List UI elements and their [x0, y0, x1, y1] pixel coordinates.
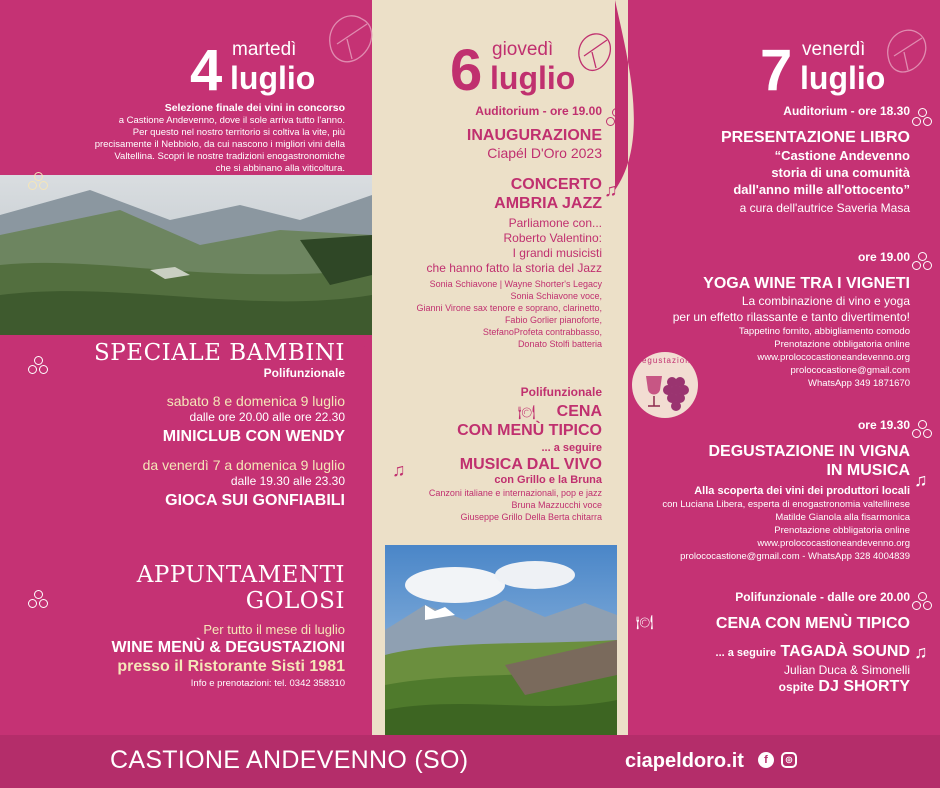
- speciale-bambini-section: [40, 340, 345, 510]
- day2-concert-line2: AMBRIA JAZZ: [494, 195, 602, 212]
- day1-intro-line: a Castione Andevenno, dove il sole arriva tutto l'anno.: [118, 115, 345, 126]
- instagram-icon[interactable]: ◎: [781, 752, 797, 768]
- day2-talk-line: che hanno fatto la storia del Jazz: [426, 261, 602, 275]
- grapes-icon: [912, 592, 934, 614]
- day2-talk-line: I grandi musicisti: [512, 246, 602, 260]
- day2-follow: ... a seguire: [541, 442, 602, 454]
- day2-musician-line: Sonia Schiavone voce,: [510, 291, 602, 301]
- day3-vigna-line: Prenotazione obbligatoria online: [774, 525, 910, 536]
- bambini-event1-date: sabato 8 e domenica 9 luglio: [166, 393, 345, 409]
- day3-follow: ... a seguire: [715, 647, 777, 659]
- music-note-icon: ♫: [914, 642, 928, 662]
- footer-location: CASTIONE ANDEVENNO (SO): [110, 746, 469, 774]
- day3-vigna-sub: Alla scoperta dei vini dei produttori locali: [694, 485, 910, 497]
- cutlery-icon: 🍽: [518, 404, 536, 420]
- day1-intro-line: che si abbinano alla viticoltura.: [215, 163, 345, 174]
- day2-musician-line: Donato Stolfi batteria: [517, 339, 602, 349]
- day3-vigna-line: www.prolococastioneandevenno.org: [757, 538, 910, 549]
- day2-venue-time: Auditorium - ore 19.00: [475, 104, 602, 118]
- day2-music-sub: con Grillo e la Bruna: [494, 474, 602, 486]
- golosi-place: presso il Ristorante Sisti 1981: [117, 658, 345, 675]
- music-note-icon: ♫: [392, 460, 406, 480]
- bambini-event2-time: dalle 19.30 alle 23.30: [230, 474, 345, 488]
- day3-vigna-line1: DEGUSTAZIONE IN VIGNA: [708, 443, 910, 460]
- day3-vigna-line2: IN MUSICA: [826, 462, 910, 479]
- day3-number: 7: [760, 38, 793, 103]
- day3-guest-row: [630, 677, 910, 697]
- day1-month: luglio: [230, 60, 316, 96]
- day2-musician-line: Sonia Schiavone | Wayne Shorter's Legacy: [429, 279, 602, 289]
- grapes-icon: [912, 108, 934, 130]
- day2-month: luglio: [490, 60, 576, 96]
- day2-number: 6: [450, 38, 483, 103]
- day3-yoga-line: per un effetto rilassante e tanto divertimento!: [672, 310, 910, 324]
- day2-polifunzionale: [392, 385, 602, 523]
- vine-leaf-icon: [574, 26, 614, 88]
- day3-yoga-info: prolococastione@gmail.com: [790, 365, 910, 376]
- bambini-title: SPECIALE BAMBINI: [94, 340, 345, 366]
- facebook-icon[interactable]: f: [758, 752, 774, 768]
- day3-yoga-info: www.prolococastioneandevenno.org: [757, 352, 910, 363]
- vine-leaf-icon: [322, 4, 380, 84]
- day2-musician-line: StefanoProfeta contrabbasso,: [482, 327, 602, 337]
- day2-musician-line: Gianni Virone sax tenore e soprano, clarinetto,: [416, 303, 602, 313]
- grapes-icon: [606, 108, 628, 130]
- day3-sound-title: TAGADÀ SOUND: [780, 643, 910, 660]
- day2-inaug-sub: Ciapél D'Oro 2023: [487, 145, 602, 161]
- day3-guest-label: ospite: [778, 680, 814, 694]
- day3-yoga-info: Prenotazione obbligatoria online: [774, 339, 910, 350]
- day3-book-line: dall'anno mille all'ottocento”: [733, 182, 910, 197]
- golosi-title-line1: APPUNTAMENTI: [136, 562, 345, 588]
- day3-sound-sub: Julian Duca & Simonelli: [783, 663, 910, 677]
- day2-inaug-title: INAUGURAZIONE: [466, 127, 602, 144]
- day2-auditorium: [392, 104, 602, 350]
- grapes-icon: [912, 252, 934, 274]
- day2-dinner-line2: CON MENÙ TIPICO: [457, 422, 602, 439]
- day2-day-name: giovedì: [492, 39, 554, 60]
- day1-intro-title: Selezione finale dei vini in concorso: [164, 102, 345, 114]
- music-note-icon: ♫: [604, 180, 618, 200]
- vine-leaf-icon: [880, 20, 936, 90]
- appuntamenti-golosi-section: [40, 562, 345, 690]
- day3-auditorium: [640, 104, 910, 216]
- day3-vigna: [630, 418, 910, 563]
- day3-yoga-title: YOGA WINE TRA I VIGNETI: [703, 275, 910, 292]
- day3-follow-row: [630, 642, 910, 663]
- day3-dinner: [630, 590, 910, 697]
- day2-music-line: Bruna Mazzucchi voce: [511, 500, 602, 510]
- day3-dinner-venue: Polifunzionale - dalle ore 20.00: [735, 590, 910, 604]
- day3-yoga-line: La combinazione di vino e yoga: [741, 294, 910, 308]
- day2-talk-line: Parliamone con...: [508, 216, 602, 230]
- golosi-period: Per tutto il mese di luglio: [203, 622, 345, 637]
- day3-venue-time: Auditorium - ore 18.30: [783, 104, 910, 118]
- degustazioni-badge: [632, 352, 698, 418]
- day2-music-line: Canzoni italiane e internazionali, pop e jazz: [428, 488, 602, 498]
- day1-day-name: martedì: [232, 39, 297, 60]
- day3-vigna-time: ore 19.30: [857, 418, 910, 432]
- bambini-event1-time: dalle ore 20.00 alle ore 22.30: [189, 410, 345, 424]
- day1-intro-line: Per questo nel nostro territorio si coltiva la vite, più: [132, 127, 345, 138]
- cutlery-icon: 🍽: [636, 614, 654, 630]
- day2-venue2: Polifunzionale: [520, 385, 602, 399]
- day3-vigna-line: con Luciana Libera, esperta di enogastronomia valtellinese: [662, 499, 910, 510]
- bambini-venue: Polifunzionale: [263, 366, 345, 380]
- day3-book-title: PRESENTAZIONE LIBRO: [720, 129, 910, 146]
- day2-music-title: MUSICA DAL VIVO: [459, 456, 602, 473]
- day3-day-name: venerdì: [802, 39, 866, 60]
- bambini-event2-date: da venerdì 7 a domenica 9 luglio: [142, 457, 345, 473]
- website-link[interactable]: ciapeldoro.it: [625, 750, 744, 772]
- day1-number: 4: [190, 38, 223, 103]
- golosi-title-line2: GOLOSI: [245, 588, 345, 614]
- day3-book-author: a cura dell'autrice Saveria Masa: [739, 201, 910, 215]
- golosi-name: WINE MENÙ & DEGUSTAZIONI: [111, 639, 345, 656]
- day3-vigna-line: Matilde Gianola alla fisarmonica: [775, 512, 910, 523]
- day3-guest-name: DJ SHORTY: [818, 678, 910, 695]
- day3-yoga-time: ore 19.00: [857, 250, 910, 264]
- day2-musician-line: Fabio Gorlier pianoforte,: [504, 315, 602, 325]
- day2-talk-line: Roberto Valentino:: [503, 231, 602, 245]
- day2-music-line: Giuseppe Grillo Della Berta chitarra: [460, 512, 602, 522]
- day3-yoga-info: Tappetino fornito, abbigliamento comodo: [738, 326, 910, 337]
- day2-dinner-line1: CENA: [556, 403, 602, 420]
- grapes-icon: [912, 420, 934, 442]
- grapes-icon: [28, 172, 50, 194]
- day1-intro-line: precisamente il Nebbiolo, da cui nascono i migliori vini della: [94, 139, 345, 150]
- valley-photo: [0, 175, 372, 335]
- day3-book-line: “Castione Andevenno: [774, 148, 910, 163]
- day3-yoga-info: WhatsApp 349 1871670: [808, 378, 910, 389]
- vineyard-photo: [385, 545, 617, 735]
- day1-intro-line: Valtellina. Scopri le nostre tradizioni enogastronomiche: [114, 151, 345, 162]
- day3-vigna-line: prolococastione@gmail.com - WhatsApp 328 4004839: [680, 551, 910, 562]
- day3-month: luglio: [800, 60, 886, 96]
- day2-concert-line1: CONCERTO: [510, 176, 602, 193]
- day1-intro: [40, 102, 345, 175]
- day3-dinner-title: CENA CON MENÙ TIPICO: [715, 615, 910, 632]
- badge-text: degustazioni: [636, 356, 694, 365]
- bambini-event1-name: MINICLUB CON WENDY: [162, 428, 345, 445]
- music-note-icon: ♫: [914, 470, 928, 490]
- day3-book-line: storia di una comunità: [771, 165, 910, 180]
- golosi-info: Info e prenotazioni: tel. 0342 358310: [190, 678, 345, 689]
- bambini-event2-name: GIOCA SUI GONFIABILI: [165, 492, 345, 509]
